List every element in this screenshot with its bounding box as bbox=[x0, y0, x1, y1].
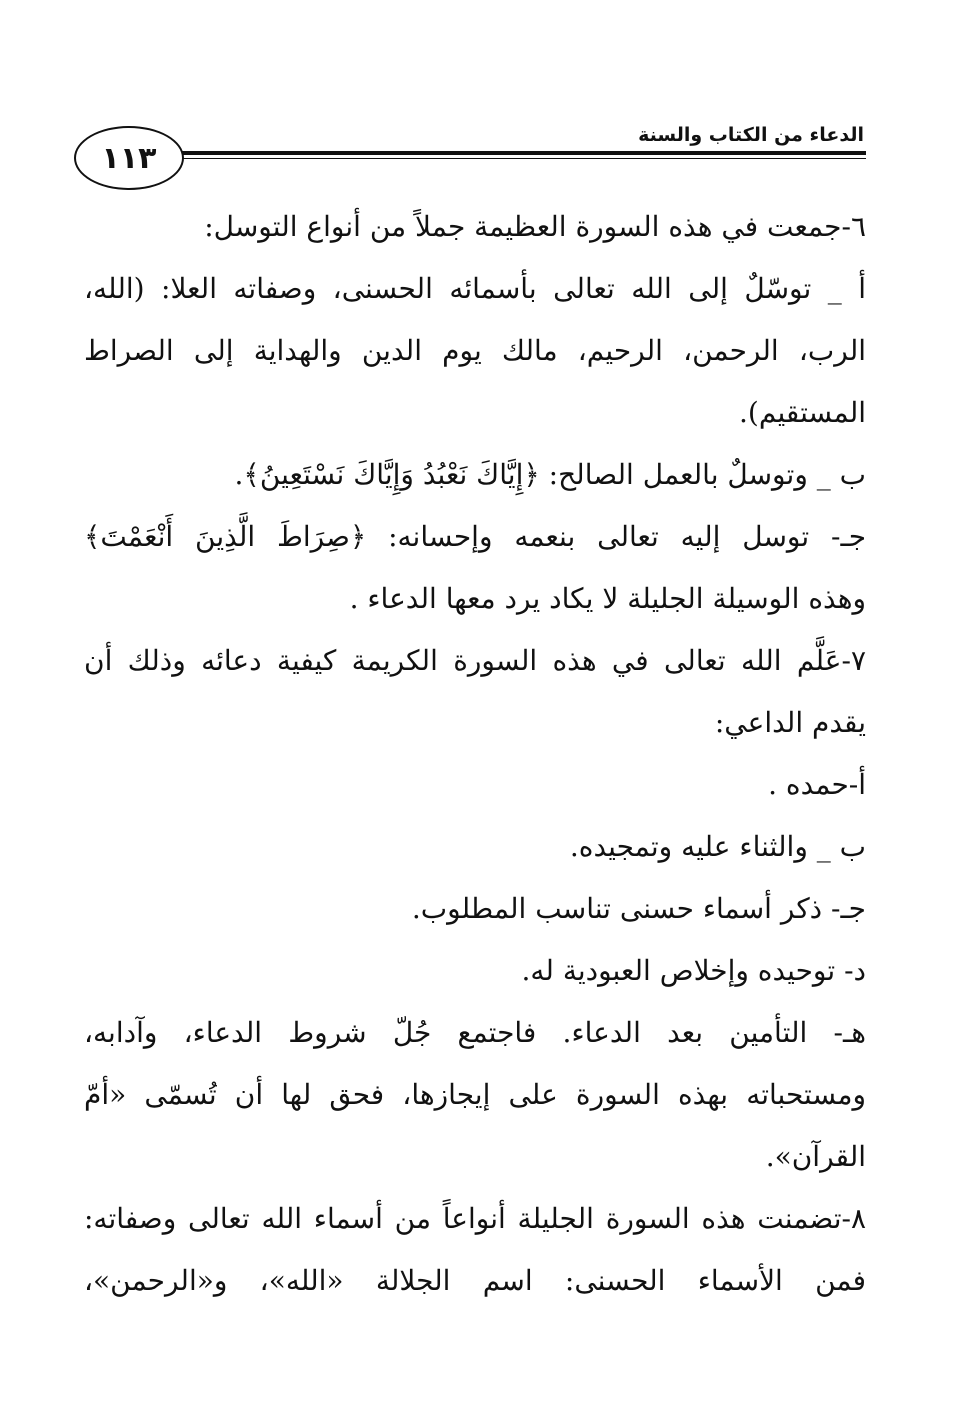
page-number: ١١٣ bbox=[74, 126, 184, 190]
item-7c-line: جـ- ذكر أسماء حسنى تناسب المطلوب. bbox=[411, 892, 866, 925]
header-rule-thin bbox=[160, 158, 866, 159]
item-7e-line-3: القرآن». bbox=[765, 1140, 866, 1173]
item-6b-line: ب _ وتوسلٌ بالعمل الصالح: ﴿إِيَّاكَ نَعْبُدُ وَإِيَّاكَ نَسْتَعِينُ﴾. bbox=[234, 458, 866, 491]
item-7e-line-2: ومستحباته بهذه السورة على إيجازها، فحق لها أن تُسمّى «أمّ bbox=[84, 1078, 866, 1111]
item-6a-line-2: الرب، الرحمن، الرحيم، مالك يوم الدين والهداية إلى الصراط bbox=[84, 334, 866, 367]
item-7-line-2: يقدم الداعي: bbox=[714, 706, 866, 739]
item-6a-line-1: أ _ توسّلٌ إلى الله تعالى بأسمائه الحسنى، وصفاته العلا: (الله، bbox=[84, 272, 866, 305]
item-8-line-2: فمن الأسماء الحسنى: اسم الجلالة «الله»، و«الرحمن»، bbox=[84, 1264, 866, 1297]
header-rule-thick bbox=[160, 151, 866, 155]
item-6-heading: ٦-جمعت في هذه السورة العظيمة جملاً من أنواع التوسل: bbox=[204, 210, 866, 243]
running-title: الدعاء من الكتاب والسنة bbox=[638, 124, 864, 146]
item-7a-line: أ-حمده . bbox=[768, 768, 866, 801]
item-8-line-1: ٨-تضمنت هذه السورة الجليلة أنواعاً من أسماء الله تعالى وصفاته: bbox=[84, 1202, 866, 1235]
item-6c-line-2: وهذه الوسيلة الجليلة لا يكاد يرد معها الدعاء . bbox=[349, 582, 866, 615]
item-6a-line-3: المستقيم). bbox=[739, 396, 866, 429]
item-7-line-1: ٧-عَلَّم الله تعالى في هذه السورة الكريمة كيفية دعائه وذلك أن bbox=[84, 644, 866, 677]
item-7b-line: ب _ والثناء عليه وتمجيده. bbox=[569, 830, 866, 863]
page-body bbox=[84, 196, 866, 1312]
item-7d-line: د- توحيده وإخلاص العبودية له. bbox=[521, 954, 866, 987]
item-7e-line-1: هـ- التأمين بعد الدعاء. فاجتمع جُلّ شروط الدعاء، وآدابه، bbox=[84, 1016, 866, 1049]
item-6c-line-1: جـ- توسل إليه تعالى بنعمه وإحسانه: ﴿صِرَاطَ الَّذِينَ أَنْعَمْتَ﴾ bbox=[84, 520, 866, 553]
